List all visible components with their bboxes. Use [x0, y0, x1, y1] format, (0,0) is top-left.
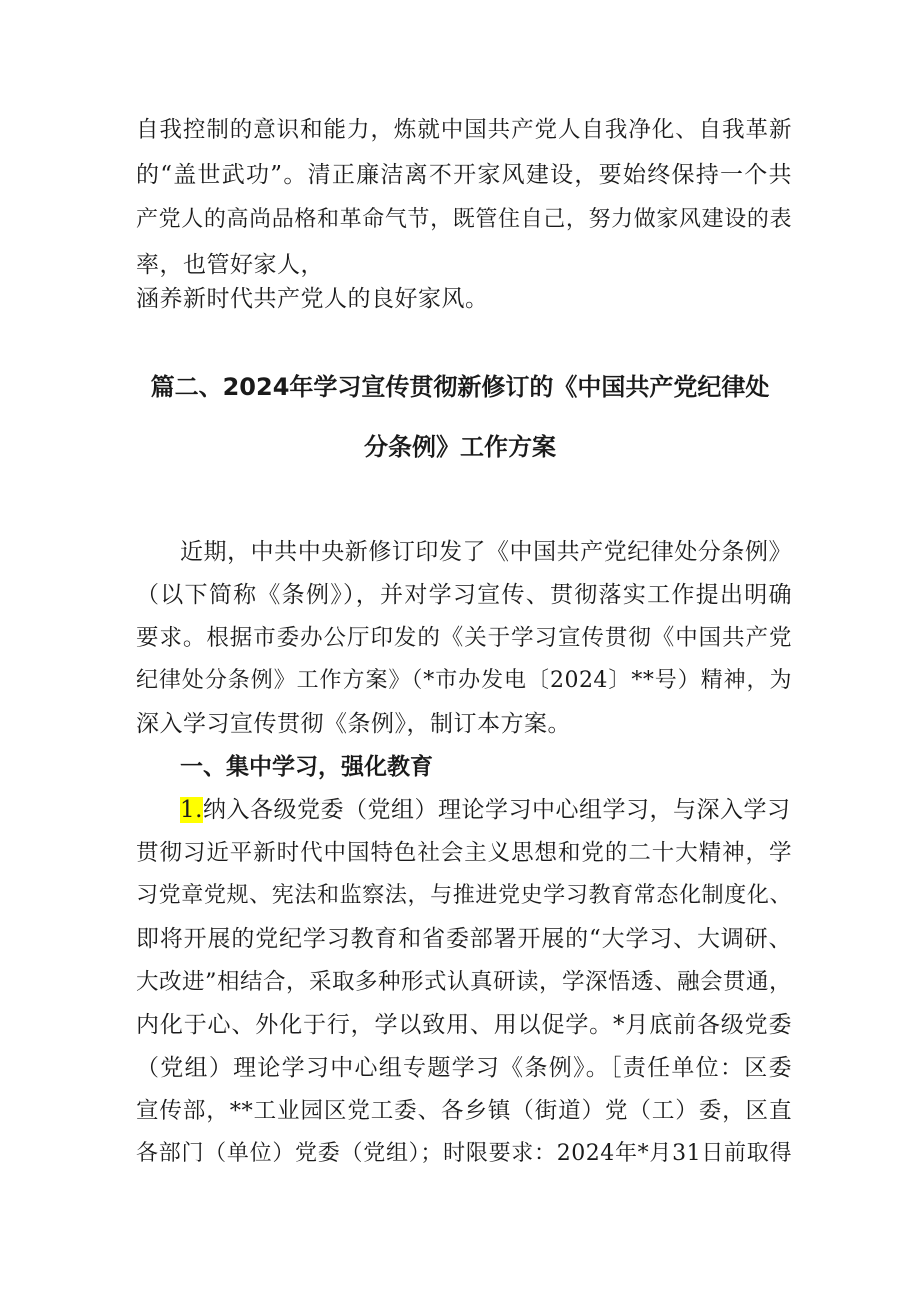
paragraph-line: 产党人的高尚品格和革命气节，既管住自己，努力做家风建设的表: [136, 207, 792, 232]
paragraph-line: 各部门（单位）党委（党组）；时限要求：2024年*月31日前取得: [136, 1141, 792, 1166]
item-first-line-text: 纳入各级党委（党组）理论学习中心组学习，与深入学习: [202, 797, 791, 823]
paragraph-line: 自我控制的意识和能力，炼就中国共产党人自我净化、自我革新: [136, 117, 792, 143]
paragraph-line: 贯彻习近平新时代中国特色社会主义思想和党的二十大精神，学: [136, 840, 792, 866]
paragraph-line: （以下简称《条例》），并对学习宣传、贯彻落实工作提出明确: [136, 582, 792, 608]
paragraph-line: 纪律处分条例》工作方案》（*市办发电〔2024〕**号）精神，为: [136, 668, 792, 693]
paragraph-line: 习党章党规、宪法和监察法，与推进党史学习教育常态化制度化、: [136, 883, 792, 908]
paragraph-line: （党组）理论学习中心组专题学习《条例》。［责任单位：区委: [136, 1055, 792, 1081]
paragraph-line: 近期，中共中央新修订印发了《中国共产党纪律处分条例》: [180, 539, 792, 565]
paragraph-line: 即将开展的党纪学习教育和省委部署开展的“大学习、大调研、: [136, 926, 792, 952]
paragraph-line: 涵养新时代共产党人的良好家风。: [136, 286, 489, 312]
paragraph-line: 内化于心、外化于行，学以致用、用以促学。*月底前各级党委: [136, 1012, 792, 1038]
paragraph-line: 要求。根据市委办公厅印发的《关于学习宣传贯彻《中国共产党: [136, 625, 792, 651]
paragraph-line: 深入学习宣传贯彻《条例》，制订本方案。: [136, 711, 571, 737]
paragraph-line: 率，也管好家人，: [136, 252, 324, 278]
document-heading-line-1: 篇二、2024年学习宣传贯彻新修订的《中国共产党纪律处: [150, 373, 770, 401]
item-first-line: [180, 795, 792, 825]
paragraph-line: 大改进”相结合，采取多种形式认真研读，学深悟透、融会贯通，: [136, 969, 793, 995]
paragraph-line: 的“盖世武功”。清正廉洁离不开家风建设，要始终保持一个共: [136, 162, 792, 188]
section-title: 一、集中学习，强化教育: [180, 754, 433, 780]
item-number-highlight: 1.: [180, 797, 203, 823]
paragraph-line: 宣传部，**工业园区党工委、各乡镇（街道）党（工）委，区直: [136, 1098, 792, 1124]
document-heading-line-2: 分条例》工作方案: [364, 433, 556, 461]
